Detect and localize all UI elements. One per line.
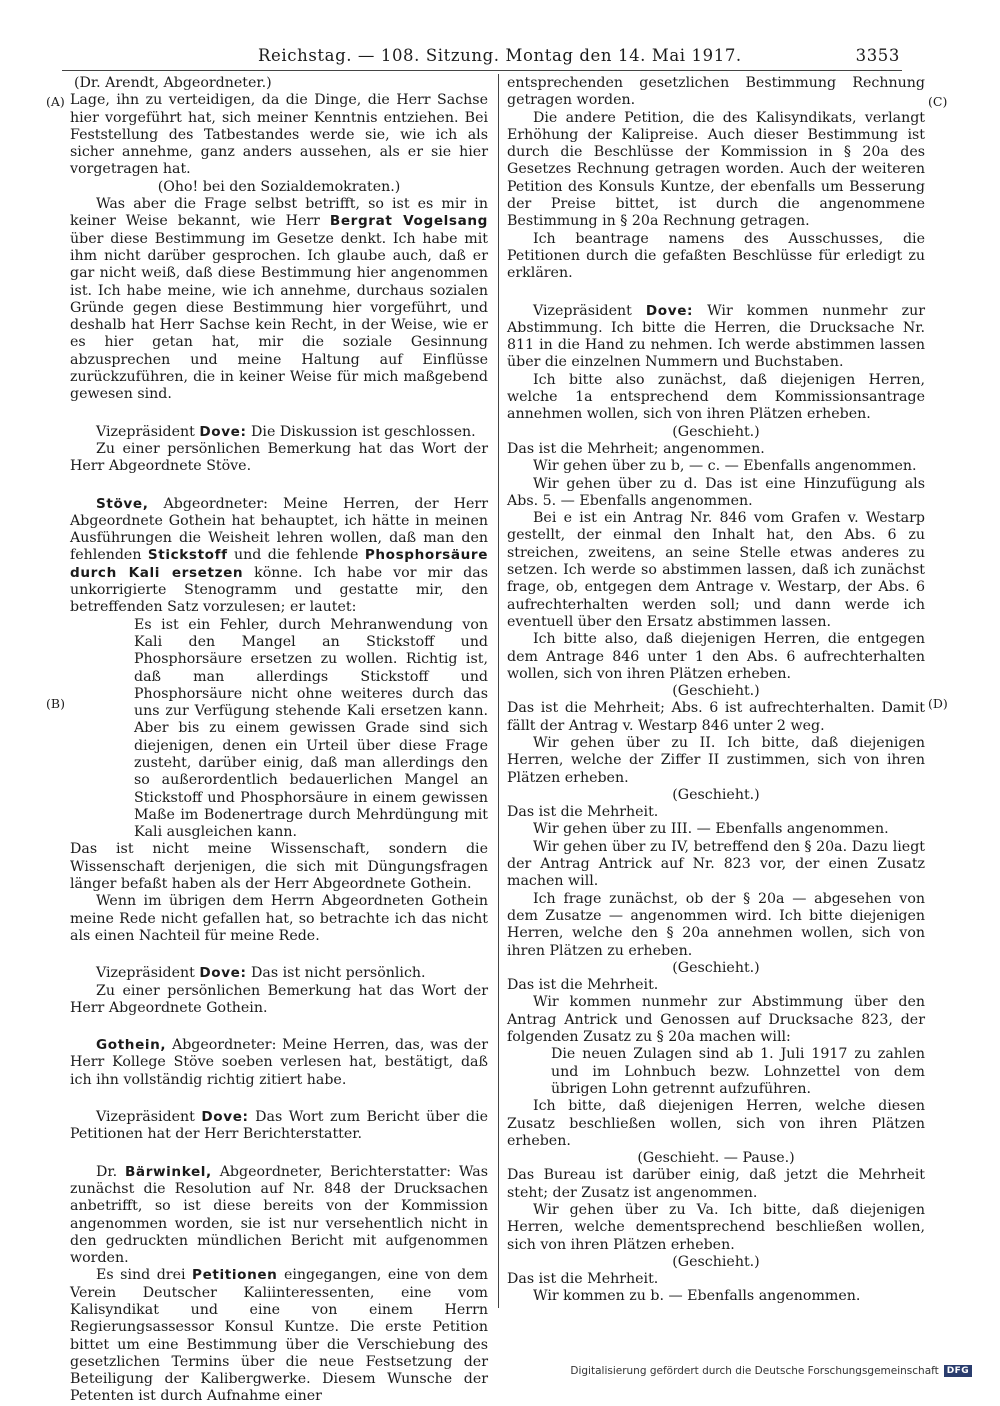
- column-divider: [498, 74, 499, 1308]
- paragraph: Die andere Petition, die des Kalisyndikats, verlangt Erhöhung der Kalipreise. Auch dieser Bestimmung ist durch die Beschlüsse der Kommission in § 20a des Gesetzes Rechnung getragen worden. Auch der weiteren Petition des Konsuls Kuntze, der ebenfalls um Besserung der Preise bittet, ist durch die angenommene Bestimmung in § 20a Rechnung getragen.: [507, 109, 925, 230]
- quotation: Die neuen Zulagen sind ab 1. Juli 1917 zu zahlen und im Lohnbuch bezw. Lohnzettel von dem übrigen Lohn getrennt aufzuführen.: [551, 1046, 925, 1097]
- speaker-paragraph: Vizepräsident Dove: Das ist nicht persönlich.: [96, 965, 426, 982]
- header-rule: [62, 70, 902, 71]
- paragraph: Wir kommen zu b. — Ebenfalls angenommen.: [533, 1288, 861, 1305]
- paragraph: Wir kommen nunmehr zur Abstimmung über den Antrag Antrick und Genossen auf Drucksache 823, der folgenden Zusatz zu § 20a machen will:: [507, 994, 925, 1046]
- paragraph: Zu einer persönlichen Bemerkung hat das Wort der Herr Abgeordnete Stöve.: [70, 440, 488, 475]
- paragraph: Ich beantrage namens des Ausschusses, die Petitionen durch die gefaßten Beschlüsse für erledigt zu erklären.: [507, 230, 925, 282]
- margin-marker-c: (C): [928, 94, 948, 109]
- footer-credit: Digitalisierung gefördert durch die Deutsche Forschungsgemeinschaft: [570, 1365, 939, 1377]
- margin-marker-d: (D): [928, 696, 948, 711]
- paragraph: Wir gehen über zu III. — Ebenfalls angenommen.: [533, 821, 889, 838]
- paragraph: Ich bitte, daß diejenigen Herren, welche diesen Zusatz beschließen wollen, sich von ihren Plätzen erheben.: [507, 1098, 925, 1149]
- interjection: (Geschieht.): [672, 786, 760, 803]
- paragraph: Ich bitte also, daß diejenigen Herren, die entgegen dem Antrage 846 unter 1 den Abs. 6 aufrechterhalten wollen, sich von ihren Plätzen erheben.: [507, 631, 925, 682]
- margin-marker-b: (B): [46, 696, 65, 711]
- speaker-name: Gothein,: [96, 1037, 167, 1054]
- speaker-tag: (Dr. Arendt, Abgeordneter.): [74, 75, 272, 91]
- paragraph: Was aber die Frage selbst betrifft, so ist es mir in keiner Weise bekannt, wie Herr Bergrat Vogelsang über diese Bestimmung im Gesetze denkt. Ich habe mit ihm nicht darüber gesprochen. Ich glaube auch, daß er gar nicht weiß, daß diese Bestimmung hier angenommen ist. Ich habe meine, wie ich annehme, durchaus sozialen Gründe gegen diese Bestimmung hier vorgeführt, und deshalb hat Herr Sachse kein Recht, in der Weise, wie er es hier getan hat, mir die soziale Gesinnung abzusprechen und meine Haltung auf Einflüsse zurückzuführen, die in keiner Weise für mich maßgebend gewesen sind.: [70, 196, 488, 403]
- paragraph: Wenn im übrigen dem Herrn Abgeordneten Gothein meine Rede nicht gefallen hat, so betrachte ich das nicht als einen Nachteil für meine Rede.: [70, 893, 488, 944]
- bold-name: Bergrat Vogelsang: [329, 213, 488, 230]
- interjection: (Geschieht.): [672, 959, 760, 976]
- paragraph: Wir gehen über zu d. Das ist eine Hinzufügung als Abs. 5. — Ebenfalls angenommen.: [507, 475, 925, 509]
- bold-term: Petitionen: [192, 1267, 278, 1284]
- speaker-name: Dove:: [199, 423, 247, 440]
- paragraph: entsprechenden gesetzlichen Bestimmung Rechnung getragen worden.: [507, 75, 925, 109]
- speaker-name: Dove:: [645, 302, 694, 319]
- interjection: (Geschieht. — Pause.): [637, 1150, 795, 1167]
- paragraph: Das ist die Mehrheit.: [507, 977, 659, 994]
- paragraph: Das Bureau ist darüber einig, daß jetzt die Mehrheit steht; der Zusatz ist angenommen.: [507, 1167, 925, 1201]
- paragraph: Das ist nicht meine Wissenschaft, sondern die Wissenschaft derjenigen, die sich mit Düngungsfragen länger befaßt haben als der Herr Abgeordnete Gothein.: [70, 841, 488, 893]
- paragraph: Das ist die Mehrheit; Abs. 6 ist aufrechterhalten. Damit fällt der Antrag v. Westarp 846 unter 2 weg.: [507, 700, 925, 734]
- paragraph: Wir gehen über zu b, — c. — Ebenfalls angenommen.: [533, 458, 917, 475]
- paragraph: Zu einer persönlichen Bemerkung hat das Wort der Herr Abgeordnete Gothein.: [70, 982, 488, 1016]
- margin-marker-a: (A): [46, 94, 65, 109]
- speaker-paragraph: Gothein, Abgeordneter: Meine Herren, das, was der Herr Kollege Stöve soeben verlesen hat, bestätigt, daß ich ihn vollständig richtig zitiert habe.: [70, 1037, 488, 1088]
- bold-term: Phosphorsäure durch Kali ersetzen: [70, 547, 489, 581]
- speaker-paragraph: Stöve, Abgeordneter: Meine Herren, der Herr Abgeordnete Gothein hat behauptet, ich hätte in meinen Ausführungen die Weisheit lehren wollen, daß man den fehlenden Stickstoff und die fehlende Phosphorsäure durch Kali ersetzen könne. Ich habe vor mir das unkorrigierte Stenogramm und gestatte mir, den betreffenden Satz vorzulesen; er lautet:: [70, 495, 489, 616]
- interjection: (Geschieht.): [672, 683, 760, 700]
- paragraph: Es sind drei Petitionen eingegangen, eine von dem Verein Deutscher Kaliinteressenten, eine vom Kalisyndikat und eine von einem Herrn Regierungsassessor Konsul Kuntze. Die erste Petition bittet um eine Bestimmung über die Verschiebung des gesetzlichen Termins über die neue Festsetzung der Beteiligung der Kalibergwerke. Diesem Wunsche der Petenten ist durch Aufnahme einer: [70, 1267, 488, 1405]
- right-column: [507, 75, 925, 1306]
- interjection: (Geschieht.): [672, 1253, 760, 1270]
- digitization-footer: [570, 1365, 972, 1377]
- paragraph: Lage, ihn zu verteidigen, da die Dinge, die Herr Sachse hier vorgeführt hat, sich meiner Kenntnis entziehen. Bei Feststellung des Tatbestandes werde sie, wie ich als sicher annehme, ganz anders aussehen, als er sie hier vorgetragen hat.: [70, 92, 488, 178]
- page-header: [60, 46, 900, 68]
- interjection: (Oho! bei den Sozialdemokraten.): [157, 178, 401, 195]
- paragraph: Ich frage zunächst, ob der § 20a — abgesehen von dem Zusatze — angenommen wird. Ich bitte diejenigen Herren, welche den § 20a annehmen wollen, sich von ihren Plätzen zu erheben.: [507, 890, 925, 959]
- speaker-paragraph: Dr. Bärwinkel, Abgeordneter, Berichterstatter: Was zunächst die Resolution auf Nr. 848 der Drucksachen anbetrifft, so ist diese bereits von der Kommission angenommen worden, sie ist nur versehentlich nicht in den gedruckten mündlichen Bericht mit aufgenommen worden.: [70, 1163, 488, 1267]
- speaker-paragraph: Vizepräsident Dove: Wir kommen nunmehr zur Abstimmung. Ich bitte die Herren, die Drucksache Nr. 811 in die Hand zu nehmen. Ich werde abstimmen lassen über die einzelnen Nummern und Buchstaben.: [507, 302, 925, 371]
- paragraph: Das ist die Mehrheit.: [507, 1271, 659, 1288]
- paragraph: Das ist die Mehrheit; angenommen.: [507, 440, 765, 457]
- page-number: 3353: [855, 46, 900, 65]
- paragraph: Wir gehen über zu Va. Ich bitte, daß diejenigen Herren, welche dementsprechend beschließen wollen, sich von ihren Plätzen erheben.: [507, 1202, 925, 1253]
- left-column: [70, 75, 488, 1406]
- speaker-paragraph: Vizepräsident Dove: Die Diskussion ist geschlossen.: [96, 423, 476, 440]
- paragraph: Das ist die Mehrheit.: [507, 804, 659, 821]
- paragraph: Bei e ist ein Antrag Nr. 846 vom Grafen v. Westarp gestellt, der einmal den Inhalt hat, den Abs. 6 zu streichen, zweitens, an seine Stelle etwas anderes zu setzen. Ich werde so abstimmen lassen, daß ich zunächst frage, ob, entgegen dem Antrage v. Westarp, der Abs. 6 aufrechterhalten werden soll; und dann werde ich eventuell über den Ersatz abstimmen lassen.: [507, 510, 925, 630]
- speaker-name: Dove:: [199, 965, 247, 982]
- quotation: Es ist ein Fehler, durch Mehranwendung von Kali den Mangel an Stickstoff und Phosphorsäure ersetzen zu wollen. Richtig ist, daß man allerdings Stickstoff und Phosphorsäure nicht ohne weiteres durch das uns zur Verfügung stehende Kali ersetzen kann. Aber bis zu einem gewissen Grade sind sich diejenigen, denen ein Urteil über diese Frage zusteht, darüber einig, daß man allerdings den so außerordentlich bedauerlichen Mangel an Stickstoff und Phosphorsäure in einem gewissen Maße im Bodenertrage durch Mehrdüngung mit Kali ausgleichen kann.: [134, 616, 488, 841]
- speaker-name: Stöve,: [96, 495, 149, 512]
- interjection: (Geschieht.): [672, 423, 760, 440]
- paragraph: Wir gehen über zu II. Ich bitte, daß diejenigen Herren, welche der Ziffer II zustimmen, sich von ihren Plätzen erheben.: [507, 734, 925, 786]
- paragraph: Ich bitte also zunächst, daß diejenigen Herren, welche 1a entsprechend dem Kommissionsantrage annehmen wollen, sich von ihren Plätzen erheben.: [507, 371, 925, 423]
- dfg-logo-icon: DFG: [944, 1365, 972, 1377]
- bold-term: Stickstoff: [147, 547, 228, 564]
- paragraph: Wir gehen über zu IV, betreffend den § 20a. Dazu liegt der Antrag Antrick auf Nr. 823 vor, der einen Zusatz machen will.: [507, 838, 925, 890]
- speaker-paragraph: Vizepräsident Dove: Das Wort zum Bericht über die Petitionen hat der Herr Berichterstatter.: [70, 1109, 488, 1143]
- speaker-name: Bärwinkel,: [124, 1163, 212, 1180]
- running-title: Reichstag. — 108. Sitzung. Montag den 14. Mai 1917.: [258, 46, 742, 65]
- speaker-name: Dove:: [201, 1109, 249, 1126]
